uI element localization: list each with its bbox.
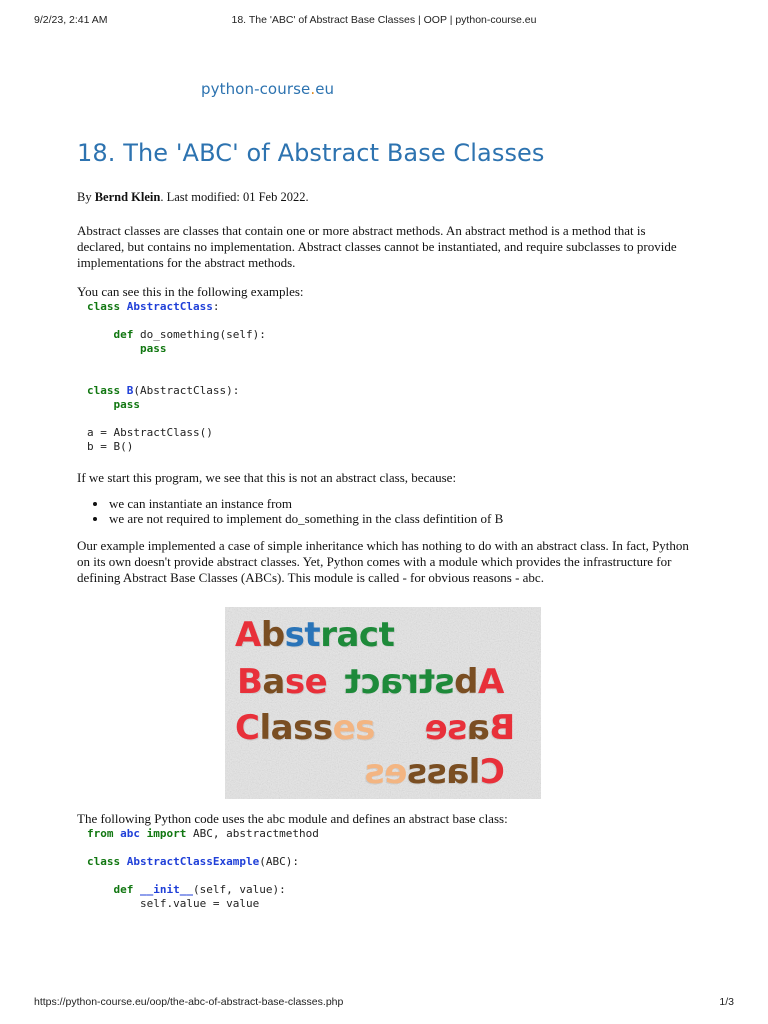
article <box>77 136 692 911</box>
illustration-letter: r <box>320 615 337 655</box>
logo-tld: eu <box>315 80 335 98</box>
illustration-letter: l <box>469 752 481 792</box>
logo-main: python-course <box>201 80 311 98</box>
code-class-name: B <box>126 384 134 397</box>
author-name: Bernd Klein <box>94 190 161 204</box>
code-text: self.value = value <box>139 897 260 910</box>
illustration-letter: a <box>270 708 294 748</box>
code-module-name: abc <box>120 827 140 840</box>
code-keyword: pass <box>139 342 167 355</box>
illustration-letter: c <box>360 662 381 702</box>
illustration-letter: b <box>260 615 285 655</box>
paragraph-intro: Abstract classes are classes that contain one or more abstract methods. An abstract method is a method that is declared, but contains no implementation. Abstract classes cannot be instantiated, and require subclasses to provide implementations for the abstract methods. <box>77 223 677 270</box>
paragraph-not-abstract: If we start this program, we see that this is not an abstract class, because: <box>77 470 457 485</box>
illustration-letter: b <box>454 662 479 702</box>
code-class-name: AbstractClass <box>126 300 213 313</box>
illustration-letter: t <box>345 662 361 702</box>
abstract-base-classes-illustration <box>225 607 541 799</box>
paragraph-abc-module: Our example implemented a case of simple inheritance which has nothing to do with an abstract class. In fact, Python on its own doesn't provide abstract classes. Yet, Python comes with a module which provides the infrastructure for defining Abstract Base Classes (ABCs). This module is called - for obvious reasons - abc. <box>77 538 689 585</box>
illustration-letter: c <box>358 615 379 655</box>
code-text: : <box>212 300 220 313</box>
code-keyword: class <box>87 300 121 313</box>
print-url: https://python-course.eu/oop/the-abc-of-abstract-base-classes.php <box>34 996 344 1008</box>
illustration-letter: s <box>284 662 305 702</box>
illustration-letter: e <box>425 708 448 748</box>
site-logo[interactable] <box>201 80 334 98</box>
code-keyword: from <box>87 827 114 840</box>
illustration-word-classes <box>235 708 375 748</box>
illustration-letter: a <box>380 662 403 702</box>
illustration-word-base-mirrored <box>425 708 515 748</box>
illustration-word-classes-mirrored <box>365 752 505 792</box>
pdf-header <box>0 0 768 30</box>
code-text: ABC, abstractmethod <box>186 827 319 840</box>
reasons-list <box>77 496 692 526</box>
code-class-name: AbstractClassExample <box>126 855 260 868</box>
page-title: 18. The 'ABC' of Abstract Base Classes <box>77 139 545 167</box>
illustration-letter: B <box>237 662 263 702</box>
illustration-letter: l <box>259 708 271 748</box>
illustration-letter: C <box>235 708 260 748</box>
illustration-letter: r <box>402 662 420 702</box>
byline <box>77 189 692 205</box>
print-page-title: 18. The 'ABC' of Abstract Base Classes | OOP | python-course.eu <box>231 14 537 26</box>
illustration-letter: s <box>434 662 455 702</box>
illustration-letter: t <box>419 662 435 702</box>
illustration-letter: B <box>489 708 516 748</box>
paragraph-examples: You can see this in the following examples: <box>77 284 304 299</box>
code-function-name: __init__ <box>140 883 193 896</box>
code-text: (self, value): <box>192 883 286 896</box>
list-item: • we are not required to implement do_something in the class defintition of B <box>108 511 692 526</box>
illustration-letter: s <box>407 752 428 792</box>
code-block-abstract-class <box>77 300 692 454</box>
code-keyword: class <box>87 384 121 397</box>
code-keyword: import <box>146 827 187 840</box>
illustration-letter: A <box>235 615 261 655</box>
illustration-letter: A <box>478 662 505 702</box>
illustration-letter: s <box>293 708 313 748</box>
code-text: (AbstractClass): <box>133 384 240 397</box>
illustration-letter: a <box>336 615 359 655</box>
paragraph-abc-code-intro: The following Python code uses the abc module and defines an abstract base class: <box>77 811 508 826</box>
illustration-letter: a <box>446 752 470 792</box>
illustration-letter: s <box>427 752 447 792</box>
illustration-letter: s <box>365 752 385 792</box>
illustration-letter: e <box>384 752 408 792</box>
byline-suffix: . Last modified: 01 Feb 2022. <box>160 190 309 204</box>
illustration-word-base <box>237 662 327 702</box>
illustration-letter: s <box>312 708 333 748</box>
logo-dot: . <box>310 80 316 98</box>
code-text: (ABC): <box>259 855 299 868</box>
pdf-footer <box>0 994 768 1024</box>
code-text: b = B() <box>87 440 134 453</box>
code-keyword: def <box>113 328 134 341</box>
illustration-letter: s <box>355 708 375 748</box>
illustration-letter: a <box>467 708 490 748</box>
illustration-word-abstract-mirrored <box>345 662 504 702</box>
print-datetime: 9/2/23, 2:41 AM <box>34 14 108 26</box>
illustration-letter: t <box>378 615 395 655</box>
code-keyword: def <box>113 883 134 896</box>
byline-prefix: By <box>77 190 95 204</box>
illustration-letter: t <box>304 615 321 655</box>
code-text: a = AbstractClass() <box>87 426 213 439</box>
illustration-letter: s <box>284 615 305 655</box>
list-item: • we can instantiate an instance from <box>108 496 692 511</box>
illustration-letter: e <box>304 662 328 702</box>
illustration-letter: e <box>332 708 356 748</box>
print-page-number: 1/3 <box>719 996 734 1008</box>
code-block-abc-example <box>77 827 692 911</box>
code-keyword: class <box>87 855 121 868</box>
code-text: do_something(self): <box>133 328 266 341</box>
code-keyword: pass <box>113 398 140 411</box>
illustration-letter: s <box>447 708 468 748</box>
illustration-word-abstract <box>235 615 394 655</box>
illustration-letter: a <box>262 662 285 702</box>
illustration-letter: C <box>480 752 505 792</box>
